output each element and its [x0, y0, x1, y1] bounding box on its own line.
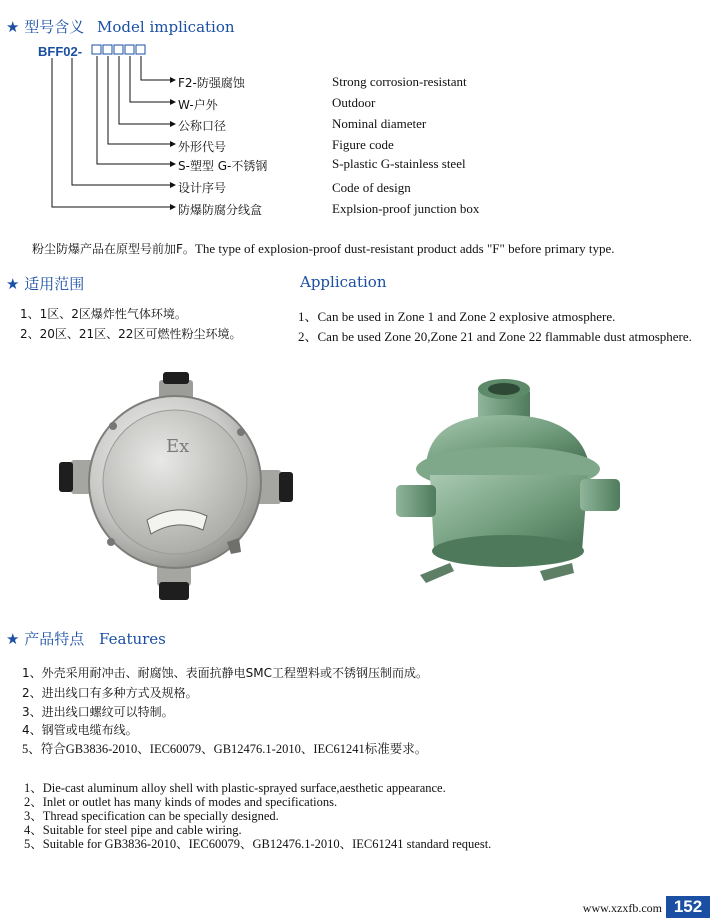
note-en: The type of explosion-proof dust-resistant product adds "F" before primary type.	[194, 241, 615, 256]
application-item-en-1: 1、Can be used in Zone 1 and Zone 2 explosive atmosphere.	[298, 309, 616, 324]
code-label-cn-3: 公称口径	[178, 119, 227, 133]
ex-mark: Ex	[166, 436, 190, 457]
application-title-en: Application	[300, 273, 387, 291]
code-label-en-6: Code of design	[332, 180, 411, 195]
features-en-3: 3、Thread specification can be specially designed.	[24, 809, 279, 823]
features-title-en: Features	[99, 630, 166, 648]
features-en-5: 5、Suitable for GB3836-2010、IEC60079、GB12476.1-2010、IEC61241 standard request.	[24, 837, 492, 851]
star-icon: ★	[6, 630, 20, 648]
code-label-en-3: Nominal diameter	[332, 116, 427, 131]
features-title-cn: 产品特点	[24, 630, 85, 648]
code-label-en-2: Outdoor	[332, 95, 376, 110]
code-label-cn-2: W-户外	[178, 98, 218, 112]
application-title-en-wrap	[300, 273, 387, 291]
website-url[interactable]: www.xzxfb.com	[582, 901, 662, 915]
features-cn-2: 2、进出线口有多种方式及规格。	[22, 686, 198, 700]
features-cn-3: 3、进出线口螺纹可以特制。	[22, 705, 174, 719]
features-section-header	[6, 628, 166, 649]
green-junction-box-image	[390, 375, 630, 605]
model-code-text: BFF02-	[38, 44, 83, 59]
note-cn: 粉尘防爆产品在原型号前加F。	[32, 242, 195, 256]
code-label-en-7: Explsion-proof junction box	[332, 201, 480, 216]
dust-proof-note	[32, 240, 615, 257]
stainless-junction-box-image	[55, 370, 315, 610]
features-en-1: 1、Die-cast aluminum alloy shell with plastic-sprayed surface,aesthetic appearance.	[24, 781, 446, 795]
application-item-cn-2: 2、20区、21区、22区可燃性粉尘环境。	[20, 327, 242, 341]
features-en-2: 2、Inlet or outlet has many kinds of modes and specifications.	[24, 795, 338, 809]
star-icon: ★	[6, 275, 20, 293]
page-number: 152	[666, 896, 710, 918]
code-label-en-1: Strong corrosion-resistant	[332, 74, 467, 89]
code-label-cn-4: 外形代号	[178, 140, 227, 154]
features-cn-5: 5、符合GB3836-2010、IEC60079、GB12476.1-2010、IEC61241标准要求。	[22, 742, 428, 756]
code-label-cn-1: F2-防强腐蚀	[178, 76, 245, 90]
application-title-cn: 适用范围	[24, 275, 85, 293]
features-cn-4: 4、钢管或电缆布线。	[22, 723, 138, 737]
code-label-en-4: Figure code	[332, 137, 394, 152]
star-icon: ★	[6, 18, 20, 36]
model-title-cn: 型号含义	[24, 18, 85, 36]
features-cn-1: 1、外壳采用耐冲击、耐腐蚀、表面抗静电SMC工程塑料或不锈钢压制而成。	[22, 666, 428, 680]
code-label-cn-6: 设计序号	[178, 181, 227, 195]
features-en-4: 4、Suitable for steel pipe and cable wiring.	[24, 823, 242, 837]
code-label-cn-7: 防爆防腐分线盒	[178, 203, 263, 217]
code-label-cn-5: S-塑型 G-不锈钢	[178, 159, 268, 173]
application-section-header	[6, 273, 84, 294]
model-title-en: Model implication	[97, 18, 235, 36]
code-label-en-5: S-plastic G-stainless steel	[332, 156, 466, 171]
application-item-en-2: 2、Can be used Zone 20,Zone 21 and Zone 22 flammable dust atmosphere.	[298, 329, 692, 344]
application-item-cn-1: 1、1区、2区爆炸性气体环境。	[20, 307, 187, 321]
